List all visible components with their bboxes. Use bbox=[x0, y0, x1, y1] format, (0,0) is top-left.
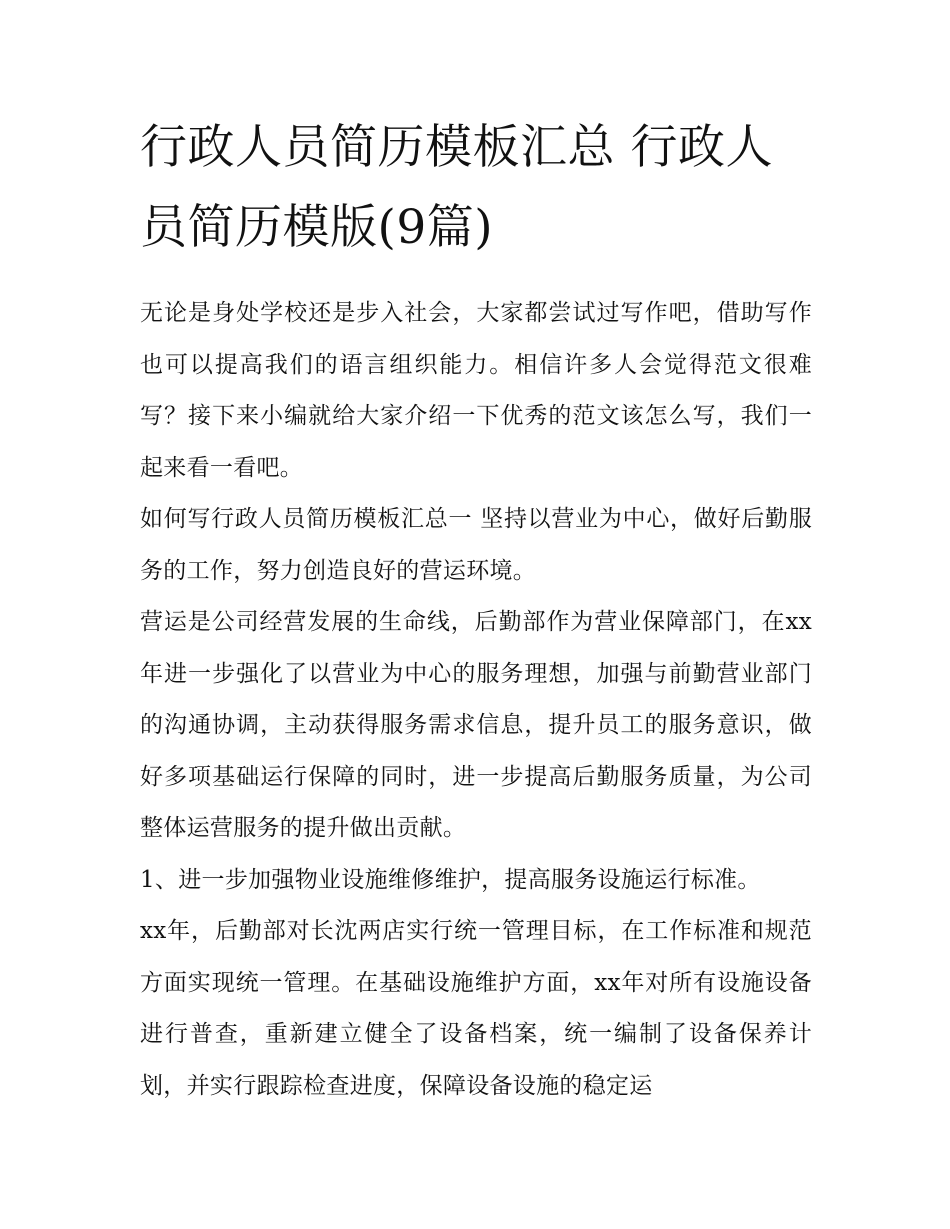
document-title: 行政人员简历模板汇总 行政人员简历模版(9篇) bbox=[140, 120, 773, 255]
paragraph-operations: 营运是公司经营发展的生命线，后勤部作为营业保障部门，在xx年进一步强化了以营业为中心的服务理想，加强与前勤营业部门的沟通协调，主动获得服务需求信息，提升员工的服务意识，做好多项基础运行保障的同时，进一步提高后勤服务质量，为公司整体运营服务的提升做出贡献。 bbox=[140, 609, 812, 841]
paragraph-section-one: 如何写行政人员简历模板汇总一 坚持以营业为中心，做好后勤服务的工作，努力创造良好的营运环境。 bbox=[140, 506, 812, 584]
paragraph-intro: 无论是身处学校还是步入社会，大家都尝试过写作吧，借助写作也可以提高我们的语言组织能力。相信许多人会觉得范文很难写？接下来小编就给大家介绍一下优秀的范文该怎么写，我们一起来看一看吧。 bbox=[140, 300, 812, 481]
paragraph-maintenance: xx年，后勤部对长沈两店实行统一管理目标，在工作标准和规范方面实现统一管理。在基础设施维护方面，xx年对所有设施设备进行普查，重新建立健全了设备档案，统一编制了设备保养计划，并实行跟踪检查进度，保障设备设施的稳定运 bbox=[140, 918, 812, 1099]
document-page bbox=[140, 108, 812, 1112]
paragraph-item-one: 1、进一步加强物业设施维修维护，提高服务设施运行标准。 bbox=[140, 866, 761, 893]
